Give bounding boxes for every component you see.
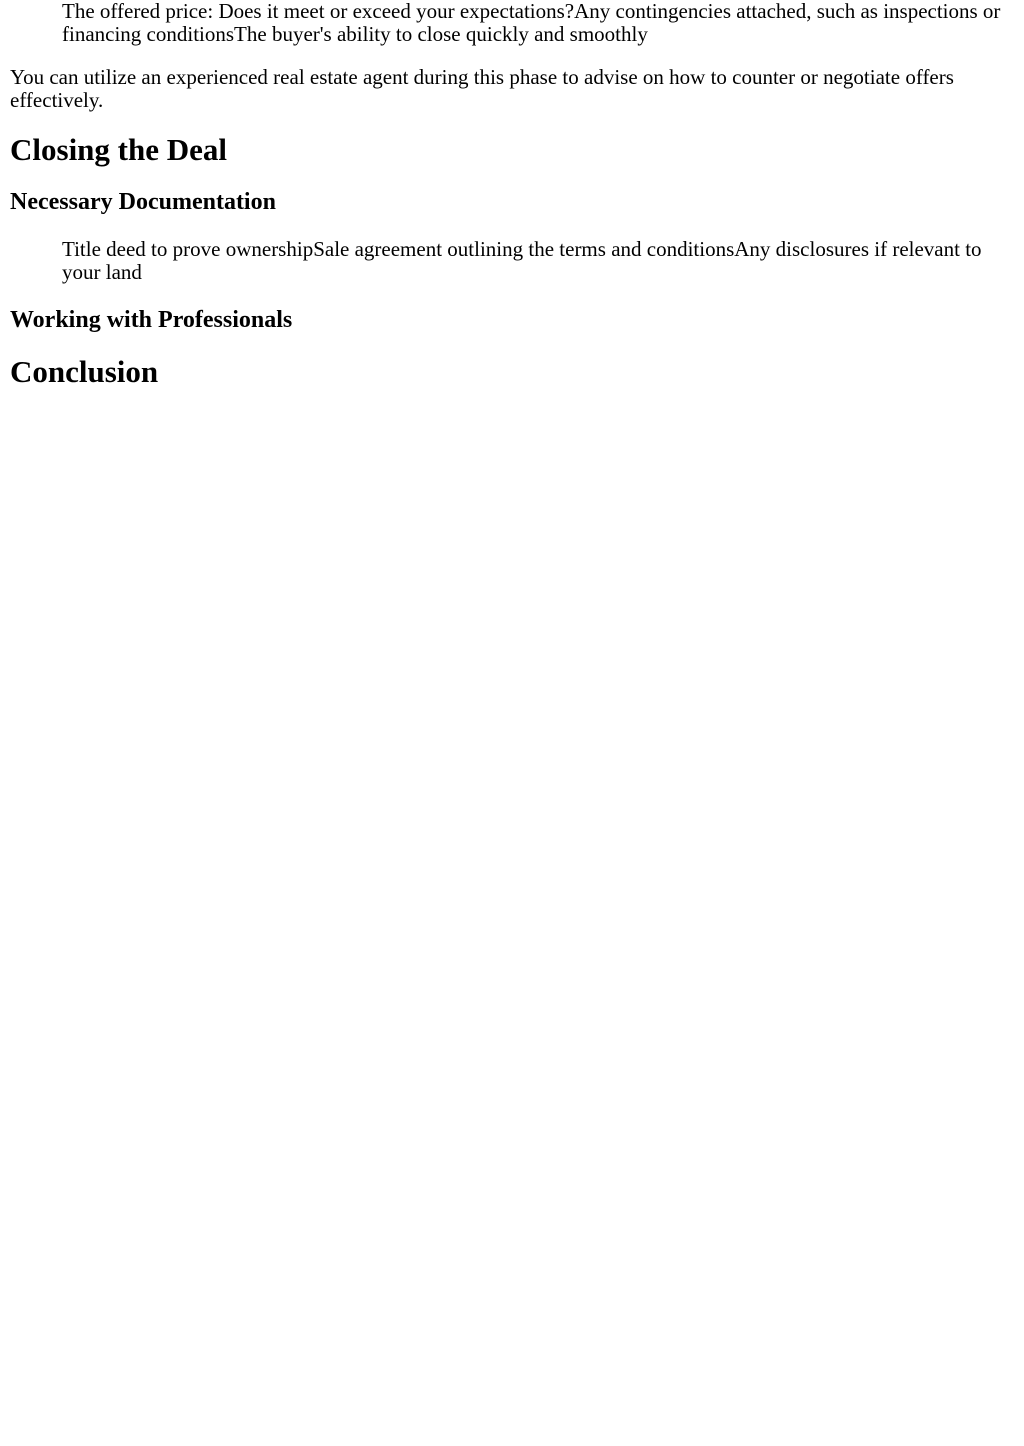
professionals-heading: Working with Professionals [10,307,293,333]
agent-advice-paragraph: You can utilize an experienced real estate agent during this phase to advise on how to counter or negotiate offers effectively. [10,65,954,112]
closing-heading: Closing the Deal [10,132,227,167]
article-body [0,0,1024,390]
documentation-list: Title deed to prove ownershipSale agreement outlining the terms and conditionsAny disclosures if relevant to your land [62,237,982,284]
conclusion-heading: Conclusion [10,354,159,389]
documentation-heading: Necessary Documentation [10,189,276,215]
offer-criteria-list: The offered price: Does it meet or exceed your expectations?Any contingencies attached, such as inspections or financing conditionsThe buyer's ability to close quickly and smoothly [62,0,1001,46]
